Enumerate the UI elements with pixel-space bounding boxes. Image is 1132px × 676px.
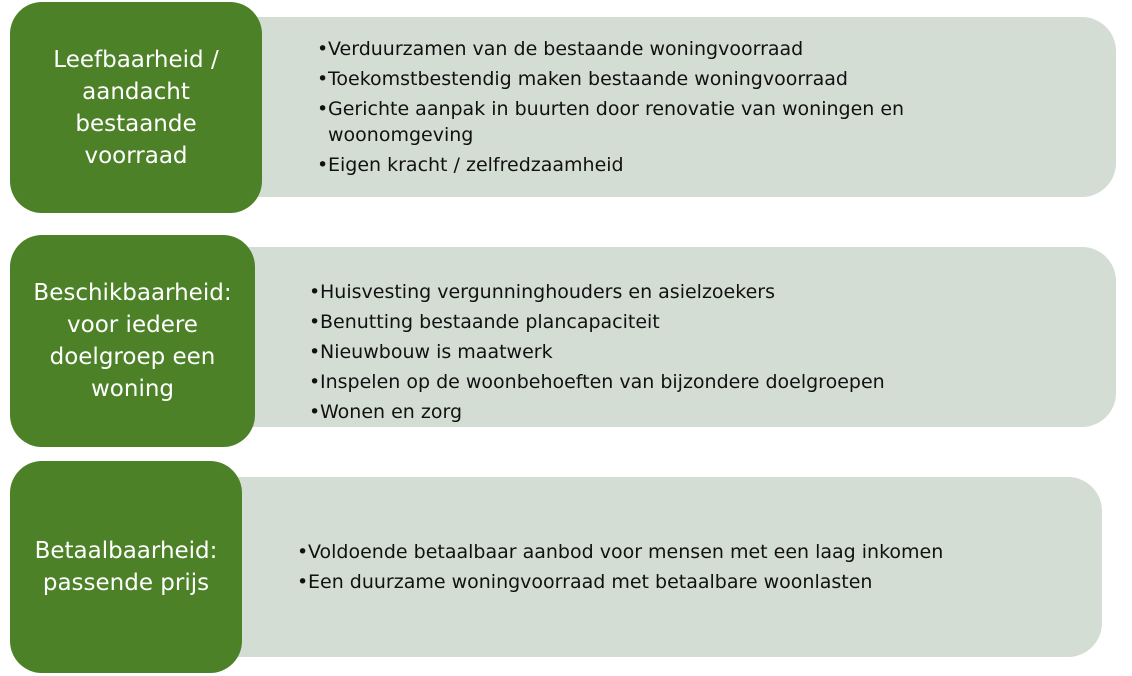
bullet-icon: • bbox=[309, 401, 321, 423]
bullet-icon: • bbox=[309, 281, 321, 303]
bullet-icon: • bbox=[317, 68, 329, 90]
bullet-item: • Wonen en zorg bbox=[309, 401, 463, 423]
bullet-icon: • bbox=[317, 98, 329, 120]
theme-panel-beschikbaarheid bbox=[236, 247, 1116, 427]
bullet-item: • Benutting bestaande plancapaciteit bbox=[309, 311, 660, 333]
theme-label-leefbaarheid: Leefbaarheid / aandacht bestaande voorraad bbox=[10, 2, 262, 213]
bullet-item: • Gerichte aanpak in buurten door renovatie van woningen en woonomgeving bbox=[317, 98, 905, 146]
bullet-item: • Voldoende betaalbaar aanbod voor mensen met een laag inkomen bbox=[297, 541, 944, 563]
theme-panel-betaalbaarheid bbox=[225, 477, 1102, 657]
bullet-icon: • bbox=[317, 154, 329, 176]
bullet-icon: • bbox=[297, 541, 309, 563]
bullet-list bbox=[309, 279, 1116, 425]
bullet-item: • Nieuwbouw is maatwerk bbox=[309, 341, 553, 363]
bullet-item: • Verduurzamen van de bestaande woningvoorraad bbox=[317, 38, 804, 60]
bullet-icon: • bbox=[317, 38, 329, 60]
bullet-item: • Eigen kracht / zelfredzaamheid bbox=[317, 154, 624, 176]
bullet-item: • Toekomstbestendig maken bestaande woningvoorraad bbox=[317, 68, 848, 90]
theme-label-betaalbaarheid: Betaalbaarheid: passende prijs bbox=[10, 461, 242, 673]
bullet-icon: • bbox=[309, 311, 321, 333]
bullet-icon: • bbox=[309, 371, 321, 393]
bullet-icon: • bbox=[297, 571, 309, 593]
bullet-list bbox=[297, 539, 1102, 595]
bullet-list bbox=[317, 36, 1116, 178]
theme-label-beschikbaarheid: Beschikbaarheid: voor iedere doelgroep een woning bbox=[10, 235, 255, 447]
bullet-item: • Huisvesting vergunninghouders en asielzoekers bbox=[309, 281, 775, 303]
theme-panel-leefbaarheid bbox=[240, 17, 1116, 197]
bullet-item: • Een duurzame woningvoorraad met betaalbare woonlasten bbox=[297, 571, 873, 593]
bullet-icon: • bbox=[309, 341, 321, 363]
bullet-item: • Inspelen op de woonbehoeften van bijzondere doelgroepen bbox=[309, 371, 885, 393]
